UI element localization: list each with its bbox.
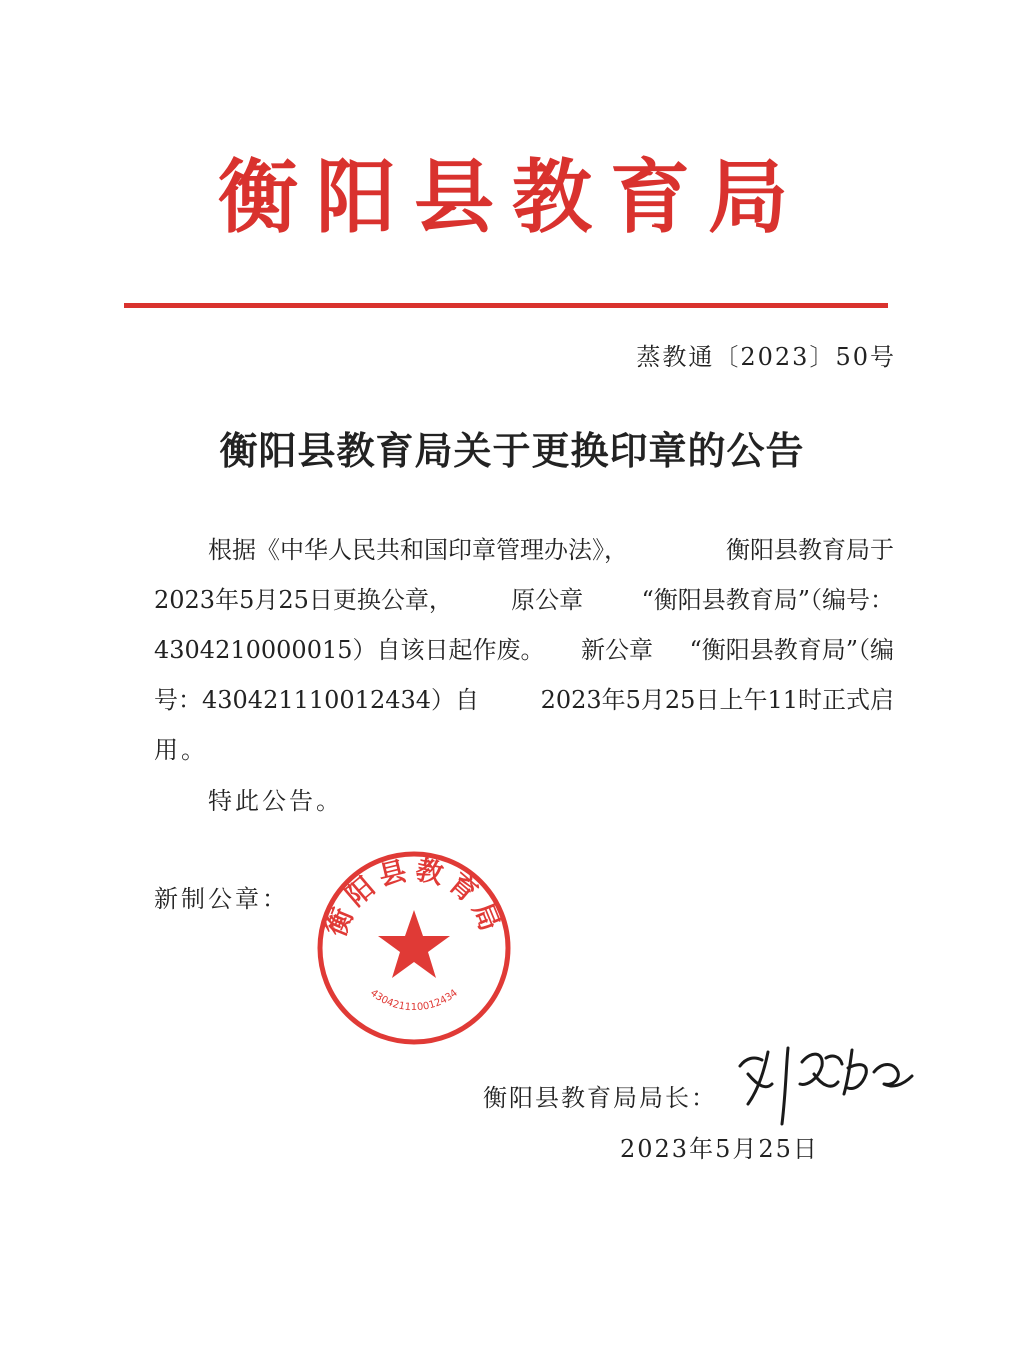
body-line-4 <box>154 685 894 715</box>
body-text: 2023年5月25日更换公章， <box>154 586 453 614</box>
handwritten-signature <box>728 1028 918 1128</box>
body-line-5: 用。 <box>154 736 208 764</box>
body-text: 4304210000015）自该日起作废。 <box>154 636 545 664</box>
red-divider <box>124 303 888 308</box>
body-text: 号：430421110012434）自 <box>154 686 480 714</box>
masthead-title: 衡阳县教育局 <box>218 151 806 244</box>
body-text: “衡阳县教育局”（编 <box>689 636 894 664</box>
body-text: “衡阳县教育局”（编号： <box>641 586 894 614</box>
seal-code: 430421110012434 <box>368 987 460 1014</box>
document-number: 蒸教通〔2023〕50号 <box>636 343 896 371</box>
star-icon <box>378 910 450 978</box>
body-text: 2023年5月25日上午11时正式启 <box>540 686 894 714</box>
official-seal <box>314 848 514 1048</box>
document-date: 2023年5月25日 <box>620 1135 819 1163</box>
document-title: 衡阳县教育局关于更换印章的公告 <box>219 428 805 473</box>
closing-text: 特此公告。 <box>208 787 343 815</box>
body-text: 衡阳县教育局于 <box>726 536 894 564</box>
body-line-2 <box>154 585 894 615</box>
seal-org-name: 衡阳县教育局 <box>320 854 508 941</box>
body-text: 新公章 <box>580 636 653 664</box>
new-seal-label: 新制公章： <box>154 885 289 913</box>
body-line-1 <box>208 535 894 565</box>
signatory-label: 衡阳县教育局局长： <box>483 1084 717 1112</box>
body-text: 根据《中华人民共和国印章管理办法》， <box>208 536 628 564</box>
body-text: 原公章 <box>511 586 584 614</box>
body-line-3 <box>154 635 894 665</box>
